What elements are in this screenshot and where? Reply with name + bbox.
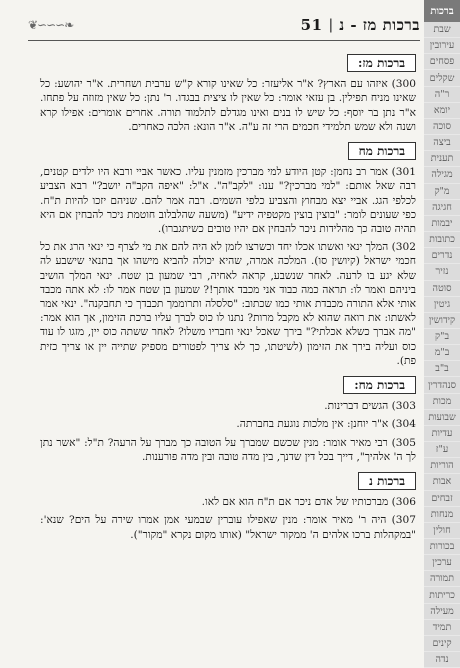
sidebar-tractate-tab[interactable]: חגיגה — [424, 200, 460, 216]
page-header-title: ברכות מז - נ — [339, 15, 420, 34]
sidebar-tractate-tab[interactable]: חולין — [424, 523, 460, 539]
sidebar-tractate-tab[interactable]: סנהדרין — [424, 377, 460, 393]
header-ornament-icon: ❧∼∼∼❦ — [28, 18, 74, 32]
tractate-index-sidebar — [424, 22, 460, 668]
sidebar-tractate-tab[interactable]: נדה — [424, 652, 460, 668]
section-title: ברכות מח — [348, 142, 416, 160]
section-title: ברכות מח: — [343, 376, 416, 394]
page-number: 51 — [300, 16, 323, 34]
section-title: ברכות נ — [358, 472, 416, 490]
sidebar-tractate-tab[interactable]: שבת — [424, 22, 460, 38]
sidebar-tractate-tab[interactable]: תמורה — [424, 571, 460, 587]
section-title: ברכות מז: — [347, 54, 416, 72]
sidebar-tractate-tab[interactable]: מעילה — [424, 604, 460, 620]
sidebar-tractate-tab[interactable]: מגילה — [424, 167, 460, 183]
sidebar-tractate-tab[interactable]: תענית — [424, 151, 460, 167]
sidebar-tractate-tab[interactable]: נזיר — [424, 264, 460, 280]
section — [40, 468, 416, 542]
sidebar-tractate-tab[interactable]: זבחים — [424, 491, 460, 507]
sidebar-tractate-tab[interactable]: ר"ה — [424, 87, 460, 103]
paragraph: 300) איזהו עם הארץ? א"ר אליעזר: כל שאינו קורא ק"ש ערבית ושחרית. א"ר יהושע: כל שאינו מניח תפילין. בן עזאי אומר: כל שאין לו ציצית בבגדו. ר' נתן: כל שאין מזוזה על פתחו. א"ר נתן בר יוסף: כל שיש לו בנים ואינו מגדלם לתלמוד תורה. אחרים אומרים: אפילו קרא ושנה ולא שמש תלמידי חכמים הרי זה ע"ה. א"ר הונא: הלכה כאחרים. — [40, 78, 416, 133]
section — [40, 372, 416, 464]
sidebar-tractate-tab[interactable]: סוכה — [424, 119, 460, 135]
sidebar-tractate-tab[interactable]: בכורות — [424, 539, 460, 555]
paragraph: 302) המלך ינאי ואשתו אכלו יחד וכשרצו לזמן לא היה להם את מי לצרף כי ינאי הרג את כל חכמי ישראל (קיושין סו). המלכה אמרה, שהיא יכולה להביא מישהו אך בתנאי שישבע לה שלא יגע בו לרעה. לאחר שנשבע, קראה לאחיה, רבי שמעון בן שטח. ינאי המלך הושיב ביניהם ואמר לו: תראה כמה כבוד אני מכבד אותך!? שמעון בן שטח אמר לו: לא אתה מכבד אותי אלא התורה מכבדת אותי כמו שכתוב: "סלסלה ותרוממך תכבדך כי תחבקנה". ינאי אמר לאשתו: את רואה שהוא לא מקבל מרות? נתנו לו כוס לברך עליו ברכת הזימון, אך הוא אמר: "מה אברך כשלא אכלתי?" בירך שאכל ינאי וחבריו משלו? לאחר ששתה כוס יין, מזגו לו עוד כוס ועליה בירך את הזימון (לשיטתו, כך לא צריך לפטורים מספיק שתייה יין או צריך כזית פת). — [40, 241, 416, 367]
paragraph: 305) רבי מאיר אומר: מנין שכשם שמברך על הטובה כך מברך על הרעה? ת"ל: "אשר נתן לך ה' אלהיך", דייך בכל דין שדנך, בין מדה טובה ובין מדה פורענות. — [40, 436, 416, 463]
sidebar-tractate-tab[interactable]: גיטין — [424, 297, 460, 313]
sidebar-tractate-tab[interactable]: עירובין — [424, 38, 460, 54]
section — [40, 50, 416, 134]
sidebar-tractate-tab[interactable]: תמיד — [424, 620, 460, 636]
paragraph: 301) אמר רב נחמן: קטן היודע למי מברכין מזמנין עליו. כאשר אביי ורבא היו ילדים קטנים, רבה שאל אותם: "למי מברכין?" ענו: "לקב"ה". א"ל: "איפה הקב"ה יושב?" רבא הצביע לכלפי הגג. אביי יצא מבחוץ והצביע כלפי השמים. רבה אמר להם. שניהם יזכו להיות ת"ח. כפי שעונים לומר: "בוצין בוצין מקטפיה ידיע" (משעה שהלבלוב חוטמת ניכר להבחין אם היא תהיה טובה כך מהלידות ניכר להבחין אם יהיו טובים כשיתגברו). — [40, 166, 416, 236]
page-header — [28, 10, 420, 41]
sidebar-tractate-tab[interactable]: פסחים — [424, 54, 460, 70]
sidebar-tractate-tab[interactable]: כריתות — [424, 587, 460, 603]
sidebar-tractate-tab[interactable]: יבמות — [424, 216, 460, 232]
sidebar-active-tractate[interactable]: ברכות — [424, 0, 460, 22]
page-content — [40, 50, 416, 546]
sidebar-tractate-tab[interactable]: קידושין — [424, 313, 460, 329]
paragraph: 307) היה ר' מאיר אומר: מנין שאפילו עוברין שבמעי אמן אמרו שירה על הים? שנא': "במקהלות ברכו אלהים ה' ממקור ישראל" (אותו מקום נקרא "מקור"). — [40, 514, 416, 541]
sidebar-tractate-tab[interactable]: עדיות — [424, 426, 460, 442]
sidebar-tractate-tab[interactable]: מכות — [424, 394, 460, 410]
page-header-title-group — [301, 16, 420, 35]
sidebar-tractate-tab[interactable]: יומא — [424, 103, 460, 119]
sidebar-tractate-tab[interactable]: ב"ק — [424, 329, 460, 345]
sidebar-tractate-tab[interactable]: סוטה — [424, 281, 460, 297]
sidebar-tractate-tab[interactable]: שקלים — [424, 70, 460, 86]
sidebar-tractate-tab[interactable]: ביצה — [424, 135, 460, 151]
sidebar-tractate-tab[interactable]: מ"ק — [424, 184, 460, 200]
paragraph: 303) הגשים דברינות. — [324, 400, 416, 413]
sidebar-tractate-tab[interactable]: ע"ז — [424, 442, 460, 458]
header-separator: | — [328, 17, 334, 33]
sidebar-tractate-tab[interactable]: ב"מ — [424, 345, 460, 361]
sidebar-tractate-tab[interactable]: ערכין — [424, 555, 460, 571]
sidebar-tractate-tab[interactable]: נדרים — [424, 248, 460, 264]
paragraph: 306) מברכותיו של אדם ניכר אם ת"ח הוא אם לאו. — [201, 496, 416, 509]
sidebar-tractate-tab[interactable]: הוריות — [424, 458, 460, 474]
sidebar-tractate-tab[interactable]: אבות — [424, 474, 460, 490]
sidebar-tractate-tab[interactable]: שבועות — [424, 410, 460, 426]
sidebar-tractate-tab[interactable]: קינים — [424, 636, 460, 652]
sidebar-tractate-tab[interactable]: מנחות — [424, 507, 460, 523]
sidebar-tractate-tab[interactable]: כתובות — [424, 232, 460, 248]
paragraph: 304) א"ר יוחנן: אין מלכות נוגעת בחברתה. — [236, 418, 416, 431]
sidebar-tractate-tab[interactable]: ב"ב — [424, 361, 460, 377]
section — [40, 138, 416, 368]
